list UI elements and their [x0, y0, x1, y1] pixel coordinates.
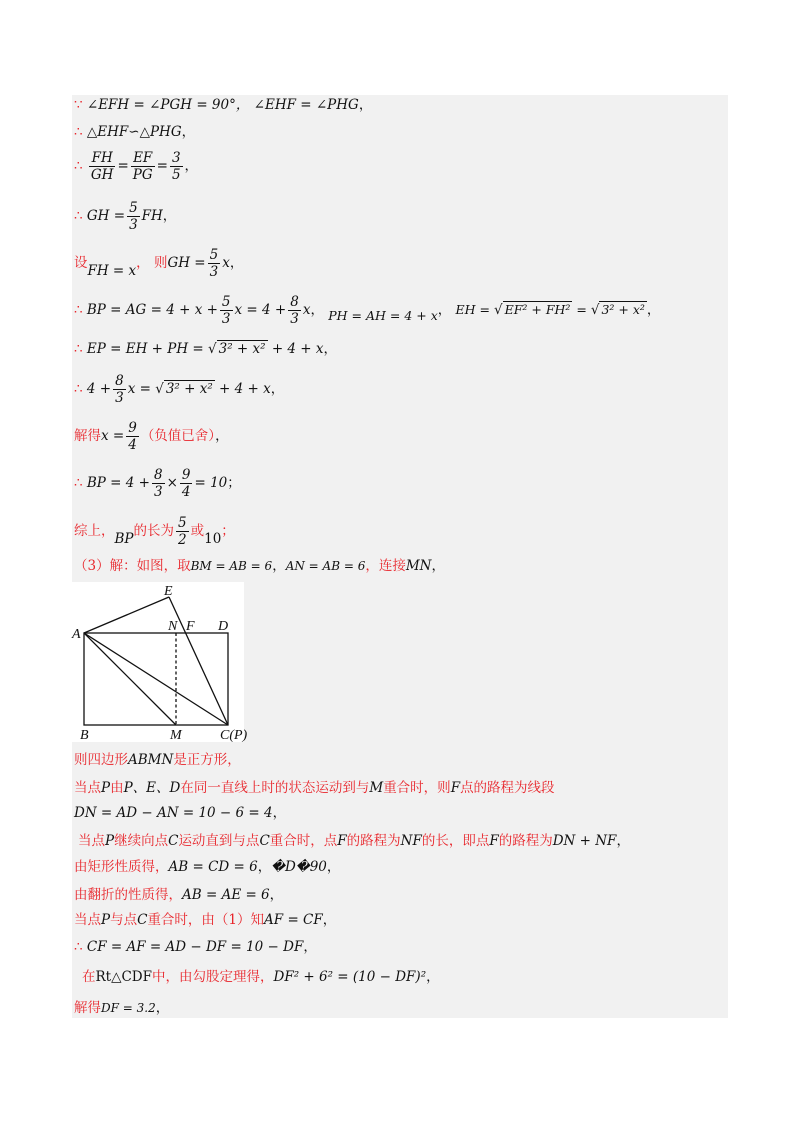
solution-line-4: ∴ GH = $\frac{5}{3}$ FH， — [74, 200, 177, 233]
solution-line-7: ∴ EP = EH + PH = √ 3² + x² + 4 + x， — [74, 341, 338, 357]
fraction: $\frac{5}{3}$ — [129, 200, 138, 233]
therefore-symbol: ∴ — [74, 939, 83, 955]
solution-line-1: ∵ ∠EFH = ∠PGH = 90°， ∠EHF = ∠PHG， — [74, 97, 373, 113]
solution-line-11: 综上，BP的长为 $\frac{5}{2}$ 或10； — [74, 515, 235, 548]
solution-line-5: 设FH = x， 则GH = $\frac{5}{3}$ x， — [74, 247, 244, 280]
fraction: $\frac{8}{3}$ — [290, 294, 299, 327]
radicand: 3² + x² — [601, 302, 645, 317]
rectangle-diagram — [72, 582, 248, 743]
fraction: $\frac{3}{5}$ — [171, 150, 181, 183]
note: （负值已舍） — [140, 428, 216, 444]
fraction: $\frac{9}{4}$ — [181, 467, 191, 500]
therefore-symbol: ∴ — [74, 302, 83, 318]
label-d: D — [218, 619, 229, 634]
label-e: E — [164, 584, 173, 599]
label-b: B — [80, 728, 89, 743]
solution-line-20: ∴ CF = AF = AD − DF = 10 − DF， — [74, 939, 317, 955]
fraction: $\frac{8}{3}$ — [115, 373, 124, 406]
radicand: 3² + x² — [218, 341, 266, 357]
formula: ∠EFH = ∠PGH = 90°， ∠EHF = ∠PHG — [86, 97, 359, 113]
fraction: $\frac{9}{4}$ — [128, 420, 137, 453]
because-symbol: ∵ — [74, 97, 83, 113]
therefore-symbol: ∴ — [74, 124, 83, 140]
formula: △EHF∽△PHG — [86, 124, 182, 140]
segment-ae — [84, 597, 169, 633]
radicand: 3² + x² — [165, 381, 213, 397]
fraction: $\frac{5}{2}$ — [178, 515, 187, 548]
label-f: F — [186, 619, 195, 634]
solution-line-17: 由矩形性质得，AB = CD = 6，�D�90， — [74, 859, 341, 875]
label-c: C(P) — [220, 728, 248, 743]
solution-line-12: （3）解：如图，取BM = AB = 6，AN = AB = 6，连接MN， — [74, 558, 445, 574]
radicand: EF² + FH² — [504, 302, 571, 317]
therefore-symbol: ∴ — [74, 158, 83, 174]
fraction: $\frac{5}{3}$ — [221, 294, 231, 327]
solution-line-6: ∴ BP = AG = 4 + x + $\frac{5}{3}$ x = 4 + $\frac{8}{3}$ x， PH = AH = 4 + x， EH = √ EF² + FH² = √ 3² + x² ， — [74, 294, 661, 327]
therefore-symbol: ∴ — [74, 208, 83, 224]
label-n: N — [168, 619, 178, 634]
fraction: $\frac{5}{3}$ — [209, 247, 219, 280]
solution-line-3: ∴ $\frac{FH}{GH}$ = $\frac{EF}{PG}$ = $\frac{3}{5}$ ， — [74, 150, 199, 183]
solution-line-13: 则四边形ABMN是正方形， — [74, 752, 241, 768]
solution-line-14: 当点P由P、E、D在同一直线上时的状态运动到与M重合时，则F点的路程为线段 — [74, 780, 555, 796]
solution-line-2: ∴ △EHF∽△PHG， — [74, 124, 196, 140]
therefore-symbol: ∴ — [74, 475, 83, 491]
label-a: A — [72, 627, 81, 642]
solution-line-18: 由翻折的性质得，AB = AE = 6， — [74, 887, 284, 903]
fraction: $\frac{EF}{PG}$ — [132, 150, 153, 183]
solution-line-19: 当点P与点C重合时，由（1）知AF = CF， — [74, 912, 337, 928]
therefore-symbol: ∴ — [74, 341, 83, 357]
segment-am — [84, 633, 176, 725]
solution-line-8: ∴ 4 + $\frac{8}{3}$ x = √ 3² + x² + 4 + x， — [74, 373, 285, 406]
solution-line-9: 解得x = $\frac{9}{4}$ （负值已舍）， — [74, 420, 229, 453]
solution-line-15: DN = AD − AN = 10 − 6 = 4， — [74, 805, 287, 821]
solution-line-16: 当点P继续向点C运动直到与点C重合时，点F的路程为NF的长，即点F的路程为DN + NF， — [78, 833, 630, 849]
fraction: $\frac{FH}{GH}$ — [90, 150, 114, 183]
label-m: M — [170, 728, 182, 743]
therefore-symbol: ∴ — [74, 381, 83, 397]
geometry-figure — [72, 582, 248, 743]
solution-line-10: ∴ BP = 4 + $\frac{8}{3}$ × $\frac{9}{4}$ = 10； — [74, 467, 241, 500]
solution-line-22: 解得DF = 3.2， — [74, 1000, 170, 1016]
fraction: $\frac{8}{3}$ — [153, 467, 163, 500]
solution-line-21: 在Rt△CDF中，由勾股定理得，DF² + 6² = (10 − DF)²， — [82, 969, 440, 985]
